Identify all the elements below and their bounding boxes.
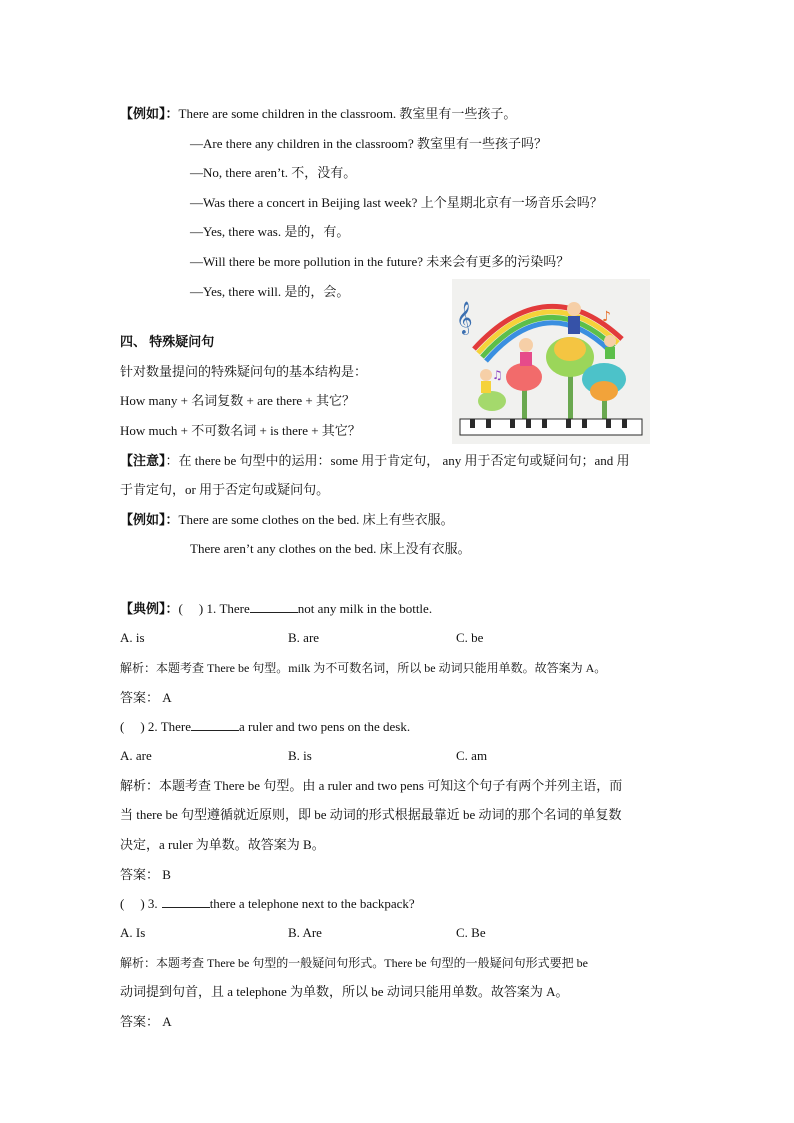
note-line-2: 于肯定句，or 用于否定句或疑问句。 [120, 482, 330, 497]
example-line-2: —Are there any children in the classroom? 教室里有一些孩子吗？ [190, 136, 548, 151]
q3-open-paren: ( [120, 896, 125, 911]
q1-stem: ) 1. There [198, 601, 250, 616]
q3-option-a: A. Is [120, 925, 146, 940]
q1-option-b: B. are [288, 630, 320, 645]
example-label: 【例如】： [120, 106, 179, 121]
q2-answer: 答案： B [120, 867, 171, 882]
q1-analysis: 解析：本题考查 There be 句型。milk 为不可数名词，所以 be 动词只能用单数。故答案为 A。 [120, 661, 607, 675]
section-intro: 针对数量提问的特殊疑问句的基本结构是： [120, 364, 368, 379]
q2-analysis-3: 决定，a ruler 为单数。故答案为 B。 [120, 837, 325, 852]
svg-text:♫: ♫ [492, 368, 503, 382]
q1-option-c: C. be [456, 630, 484, 645]
exercise-label: 【典例】： [120, 601, 179, 616]
q1-blank[interactable] [250, 600, 298, 613]
section-heading: 四、 特殊疑问句 [120, 334, 215, 349]
q2-blank[interactable] [191, 718, 239, 731]
q3-analysis-1: 解析：本题考查 There be 句型的一般疑问句形式。There be 句型的一般疑问句形式要把 be [120, 956, 588, 970]
question-1 [120, 600, 432, 618]
example-2-line-1: There are some clothes on the bed. 床上有些衣服。 [178, 512, 454, 527]
example-block-2 [120, 511, 454, 529]
q3-analysis-2: 动词提到句首，且 a telephone 为单数，所以 be 动词只能用单数。故答案为 A。 [120, 984, 569, 999]
note-text-1: ：在 there be 句型中的运用：some 用于肯定句， any 用于否定句或疑问句；and 用 [165, 453, 630, 468]
example-line-1: There are some children in the classroom. 教室里有一些孩子。 [178, 106, 517, 121]
q3-option-b: B. Are [288, 925, 322, 940]
q3-rest: there a telephone next to the backpack? [209, 896, 415, 911]
q2-stem: ) 2. There [140, 719, 191, 734]
q1-rest: not any milk in the bottle. [297, 601, 433, 616]
q2-option-c: C. am [456, 748, 488, 763]
q1-answer: 答案： A [120, 690, 172, 705]
q3-option-c: C. Be [456, 925, 486, 940]
example-line-5: —Yes, there was. 是的，有。 [190, 224, 350, 239]
q1-option-a: A. is [120, 630, 145, 645]
music-children-illustration [452, 279, 650, 444]
svg-text:♪: ♪ [602, 309, 611, 325]
pattern-how-many: How many + 名词复数 + are there + 其它？ [120, 393, 356, 408]
note-line-1 [120, 452, 630, 470]
q2-option-a: A. are [120, 748, 152, 763]
svg-text:𝄞: 𝄞 [456, 301, 473, 334]
q3-blank[interactable] [162, 895, 210, 908]
example-block-top [120, 105, 516, 123]
example-line-7: —Yes, there will. 是的，会。 [190, 284, 350, 299]
q2-rest: a ruler and two pens on the desk. [239, 719, 411, 734]
question-2 [120, 718, 410, 736]
q1-open-paren: ( [178, 601, 183, 616]
example-label-2: 【例如】： [120, 512, 179, 527]
music-children-cartoon-icon [452, 279, 650, 444]
example-line-3: —No, there aren’t. 不，没有。 [190, 165, 357, 180]
q2-open-paren: ( [120, 719, 125, 734]
question-3 [120, 895, 415, 913]
pattern-how-much: How much + 不可数名词 + is there + 其它？ [120, 423, 361, 438]
note-label: 【注意】 [120, 453, 166, 468]
q2-option-b: B. is [288, 748, 312, 763]
q3-stem: ) 3. [140, 896, 158, 911]
example-line-4: —Was there a concert in Beijing last week? 上个星期北京有一场音乐会吗？ [190, 195, 603, 210]
example-2-line-2: There aren’t any clothes on the bed. 床上没有衣服。 [190, 541, 471, 556]
example-line-6: —Will there be more pollution in the future? 未来会有更多的污染吗？ [190, 254, 570, 269]
q2-analysis-1: 解析：本题考查 There be 句型。由 a ruler and two pens 可知这个句子有两个并列主语，而 [120, 778, 623, 793]
q2-analysis-2: 当 there be 句型遵循就近原则，即 be 动词的形式根据最靠近 be 动词的那个名词的单复数 [120, 807, 622, 822]
q3-answer: 答案： A [120, 1014, 172, 1029]
